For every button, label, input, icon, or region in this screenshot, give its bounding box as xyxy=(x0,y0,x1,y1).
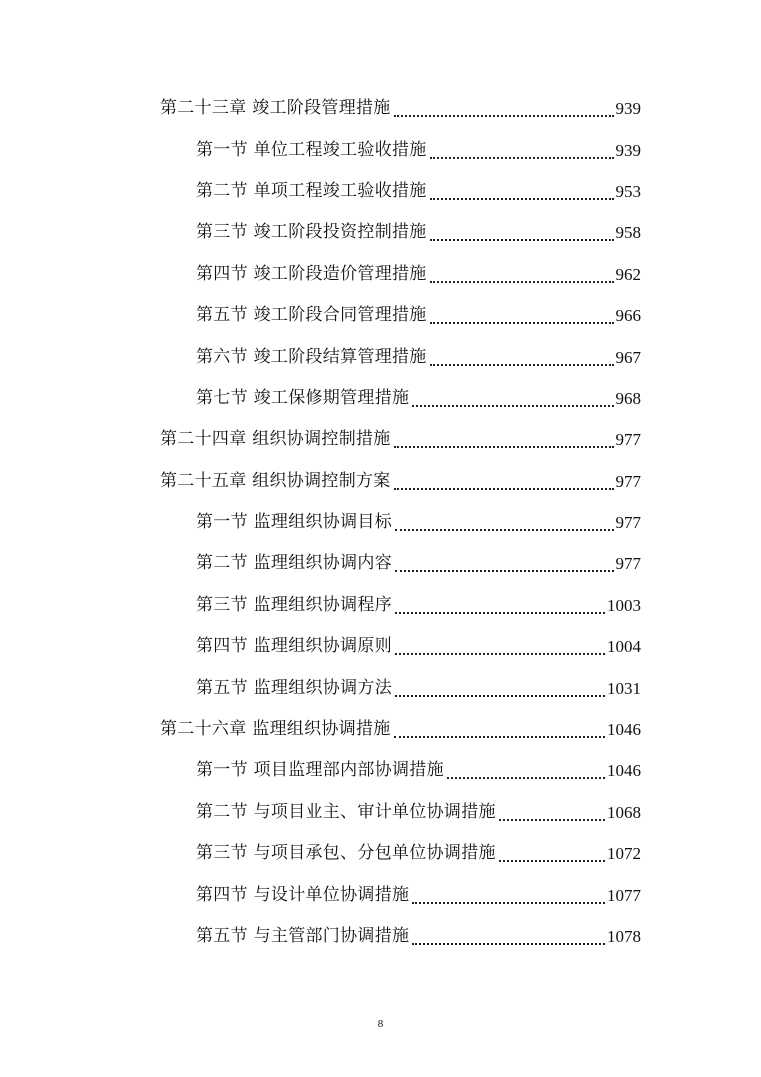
dot-leader xyxy=(412,901,605,904)
dot-leader xyxy=(395,694,605,697)
toc-entry-title: 第七节 竣工保修期管理措施 xyxy=(196,387,410,408)
dot-leader xyxy=(394,487,614,490)
toc-entry-page: 1031 xyxy=(607,678,641,698)
dot-leader xyxy=(430,238,614,241)
toc-entry-page: 977 xyxy=(615,471,641,491)
toc-entry-title: 第六节 竣工阶段结算管理措施 xyxy=(196,346,427,367)
toc-entry-title: 第四节 监理组织协调原则 xyxy=(196,636,393,657)
dot-leader xyxy=(395,569,613,572)
toc-entry xyxy=(0,833,761,874)
toc-entry-title: 第二节 单项工程竣工验收措施 xyxy=(196,180,427,201)
toc-entry-title: 第一节 单位工程竣工验收措施 xyxy=(196,139,427,160)
toc-entry xyxy=(0,709,761,750)
toc-entry-page: 1003 xyxy=(607,595,641,615)
toc-entry xyxy=(0,874,761,915)
toc-entry xyxy=(0,171,761,212)
toc-entry xyxy=(0,792,761,833)
toc-entry-page: 1046 xyxy=(607,761,641,781)
table-of-contents xyxy=(0,88,761,957)
toc-entry-title: 第五节 竣工阶段合同管理措施 xyxy=(196,305,427,326)
toc-entry-title: 第二十三章 竣工阶段管理措施 xyxy=(160,98,391,119)
toc-entry xyxy=(0,750,761,791)
toc-entry-page: 953 xyxy=(615,181,641,201)
toc-entry-title: 第五节 与主管部门协调措施 xyxy=(196,926,410,946)
dot-leader xyxy=(430,280,614,283)
dot-leader xyxy=(430,321,614,324)
toc-entry-page: 1046 xyxy=(607,720,641,740)
dot-leader xyxy=(499,818,605,821)
toc-entry-page: 977 xyxy=(615,554,641,574)
dot-leader xyxy=(430,156,614,159)
toc-entry xyxy=(0,336,761,377)
dot-leader xyxy=(394,114,614,117)
dot-leader xyxy=(394,445,614,448)
toc-entry xyxy=(0,461,761,502)
toc-entry-page: 1072 xyxy=(607,844,641,864)
toc-entry xyxy=(0,916,761,957)
toc-entry-title: 第三节 与项目承包、分包单位协调措施 xyxy=(196,843,496,864)
toc-entry xyxy=(0,419,761,460)
toc-entry-page: 977 xyxy=(615,430,641,450)
toc-entry-title: 第四节 与设计单位协调措施 xyxy=(196,884,410,905)
dot-leader xyxy=(447,776,605,779)
toc-entry xyxy=(0,254,761,295)
dot-leader xyxy=(394,735,605,738)
toc-entry-title: 第三节 监理组织协调程序 xyxy=(196,594,393,615)
toc-entry-page: 1077 xyxy=(607,885,641,905)
toc-entry-title: 第二十五章 组织协调控制方案 xyxy=(160,470,391,491)
dot-leader xyxy=(499,859,605,862)
toc-entry-title: 第一节 项目监理部内部协调措施 xyxy=(196,760,444,781)
toc-entry-title: 第二十六章 监理组织协调措施 xyxy=(160,719,391,740)
toc-entry-page: 1068 xyxy=(607,802,641,822)
toc-entry-title: 第二节 与项目业主、审计单位协调措施 xyxy=(196,801,496,822)
toc-entry-title: 第二十四章 组织协调控制措施 xyxy=(160,429,391,450)
toc-entry xyxy=(0,129,761,170)
toc-entry xyxy=(0,378,761,419)
toc-entry xyxy=(0,212,761,253)
dot-leader xyxy=(430,197,614,200)
toc-entry-page: 939 xyxy=(615,140,641,160)
dot-leader xyxy=(395,528,613,531)
toc-entry-title: 第五节 监理组织协调方法 xyxy=(196,677,393,698)
toc-entry-page: 1004 xyxy=(607,637,641,657)
toc-entry xyxy=(0,88,761,129)
dot-leader xyxy=(395,652,605,655)
toc-entry-page: 939 xyxy=(615,99,641,119)
toc-entry-page: 977 xyxy=(615,513,641,533)
dot-leader xyxy=(412,404,613,407)
toc-entry-title: 第四节 竣工阶段造价管理措施 xyxy=(196,263,427,284)
toc-entry-title: 第三节 竣工阶段投资控制措施 xyxy=(196,222,427,243)
page-number: 8 xyxy=(377,1018,384,1030)
toc-entry xyxy=(0,667,761,708)
toc-entry xyxy=(0,295,761,336)
dot-leader xyxy=(430,363,614,366)
dot-leader xyxy=(412,942,605,945)
toc-entry-page: 962 xyxy=(615,264,641,284)
toc-entry-title: 第一节 监理组织协调目标 xyxy=(196,512,393,533)
toc-entry-title: 第二节 监理组织协调内容 xyxy=(196,553,393,574)
toc-entry xyxy=(0,543,761,584)
toc-entry-page: 968 xyxy=(615,388,641,408)
dot-leader xyxy=(395,611,605,614)
toc-entry-page: 958 xyxy=(615,223,641,243)
toc-entry xyxy=(0,626,761,667)
toc-entry xyxy=(0,502,761,543)
toc-entry-page: 1078 xyxy=(607,927,641,946)
toc-entry xyxy=(0,585,761,626)
toc-entry-page: 967 xyxy=(615,347,641,367)
toc-entry-page: 966 xyxy=(615,306,641,326)
